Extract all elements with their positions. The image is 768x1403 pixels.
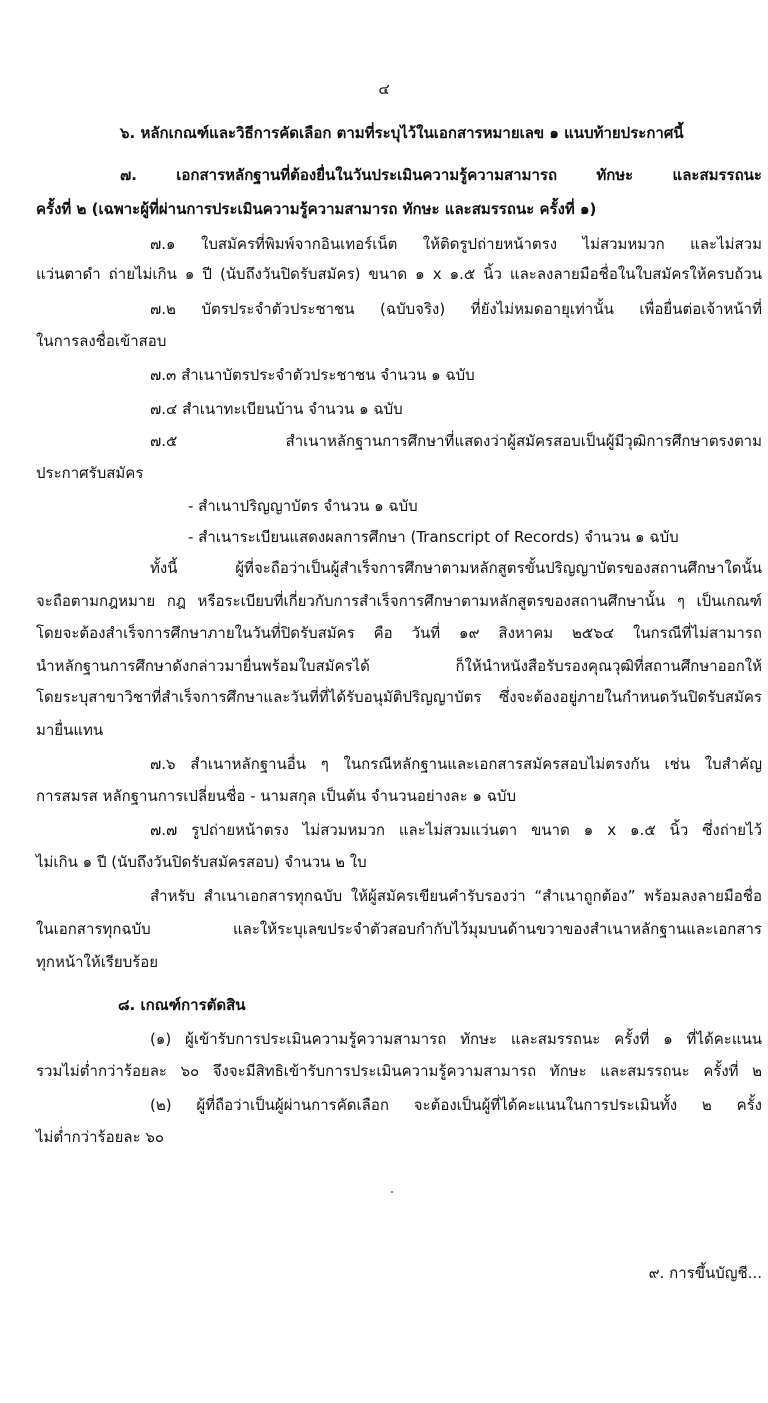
item-7-5-transcript: - สำเนาระเบียนแสดงผลการศึกษา (Transcript of Records) จำนวน ๑ ฉบับ [188, 528, 679, 546]
section-7-heading-cont: ครั้งที่ ๒ (เฉพาะผู้ที่ผ่านการประเมินความรู้ความสามารถ ทักษะ และสมรรถนะ ครั้งที่ ๑) [36, 200, 597, 218]
section-6-heading: ๖. หลักเกณฑ์และวิธีการคัดเลือก ตามที่ระบุไว้ในเอกสารหมายเลข ๑ แนบท้ายประกาศนี้ [120, 124, 684, 142]
copy-note-line-2: ในเอกสารทุกฉบับ และให้ระบุเลขประจำตัวสอบกำกับไว้มุมบนด้านขวาของสำเนาหลักฐานและเอกสาร [36, 920, 762, 938]
item-7-6: ๗.๖ สำเนาหลักฐานอื่น ๆ ในกรณีหลักฐานและเอกสารสมัครสอบไม่ตรงกัน เช่น ใบสำคัญ [150, 755, 762, 773]
note-paragraph-line-1: ทั้งนี้ ผู้ที่จะถือว่าเป็นผู้สำเร็จการศึกษาตามหลักสูตรขั้นปริญญาบัตรของสถานศึกษาใดนั้น [150, 559, 762, 577]
item-7-7: ๗.๗ รูปถ่ายหน้าตรง ไม่สวมหมวก และไม่สวมแว่นตา ขนาด ๑ x ๑.๕ นิ้ว ซึ่งถ่ายไว้ [150, 821, 762, 839]
item-7-2-cont: ในการลงชื่อเข้าสอบ [36, 332, 167, 350]
criteria-1: (๑) ผู้เข้ารับการประเมินความรู้ความสามารถ ทักษะ และสมรรถนะ ครั้งที่ ๑ ที่ได้คะแนน [150, 1030, 762, 1048]
item-7-3: ๗.๓ สำเนาบัตรประจำตัวประชาชน จำนวน ๑ ฉบับ [150, 366, 475, 384]
note-paragraph-line-5: โดยระบุสาขาวิชาที่สำเร็จการศึกษาและวันที่ที่ได้รับอนุมัติปริญญาบัตร ซึ่งจะต้องอยู่ภายในกำหนดวันปิดรับสมัคร [36, 688, 762, 706]
section-7-heading: ๗. เอกสารหลักฐานที่ต้องยื่นในวันประเมินความรู้ความสามารถ ทักษะ และสมรรถนะ [120, 166, 762, 184]
note-paragraph-line-2: จะถือตามกฎหมาย กฎ หรือระเบียบที่เกี่ยวกับการสำเร็จการศึกษาตามหลักสูตรของสถานศึกษานั้น ๆ เป็นเกณฑ์ [36, 592, 762, 610]
criteria-1-cont: รวมไม่ต่ำกว่าร้อยละ ๖๐ จึงจะมีสิทธิเข้ารับการประเมินความรู้ความสามารถ ทักษะ และสมรรถนะ ครั้งที่ ๒ [36, 1062, 762, 1080]
item-7-5-degree: - สำเนาปริญญาบัตร จำนวน ๑ ฉบับ [188, 497, 418, 515]
criteria-2-cont: ไม่ต่ำกว่าร้อยละ ๖๐ [36, 1128, 165, 1146]
copy-note-line-1: สำหรับ สำเนาเอกสารทุกฉบับ ให้ผู้สมัครเขียนคำรับรองว่า “สำเนาถูกต้อง” พร้อมลงลายมือชื่อ [150, 887, 762, 905]
copy-note-line-3: ทุกหน้าให้เรียบร้อย [36, 953, 159, 971]
speck-mark [391, 1191, 393, 1193]
note-paragraph-line-4: นำหลักฐานการศึกษาดังกล่าวมายื่นพร้อมใบสมัครได้ ก็ให้นำหนังสือรับรองคุณวุฒิที่สถานศึกษาออกให้ [36, 657, 762, 675]
note-paragraph-line-6: มายื่นแทน [36, 721, 104, 739]
item-7-2: ๗.๒ บัตรประจำตัวประชาชน (ฉบับจริง) ที่ยังไม่หมดอายุเท่านั้น เพื่อยื่นต่อเจ้าหน้าที่ [150, 300, 762, 318]
item-7-5-cont: ประกาศรับสมัคร [36, 464, 144, 482]
section-8-heading: ๘. เกณฑ์การตัดสิน [118, 996, 246, 1014]
continuation-footer: ๙. การขึ้นบัญชี... [648, 1264, 762, 1282]
item-7-1: ๗.๑ ใบสมัครที่พิมพ์จากอินเทอร์เน็ต ให้ติดรูปถ่ายหน้าตรง ไม่สวมหมวก และไม่สวม [150, 235, 762, 253]
item-7-5: ๗.๕ สำเนาหลักฐานการศึกษาที่แสดงว่าผู้สมัครสอบเป็นผู้มีวุฒิการศึกษาตรงตาม [150, 432, 762, 450]
item-7-1-cont: แว่นตาดำ ถ่ายไม่เกิน ๑ ปี (นับถึงวันปิดรับสมัคร) ขนาด ๑ x ๑.๕ นิ้ว และลงลายมือชื่อในใบสมัครให้ครบถ้วน [36, 265, 762, 283]
note-paragraph-line-3: โดยจะต้องสำเร็จการศึกษาภายในวันที่ปิดรับสมัคร คือ วันที่ ๑๙ สิงหาคม ๒๕๖๔ ในกรณีที่ไม่สามารถ [36, 624, 762, 642]
criteria-2: (๒) ผู้ที่ถือว่าเป็นผู้ผ่านการคัดเลือก จะต้องเป็นผู้ที่ได้คะแนนในการประเมินทั้ง ๒ ครั้ง [150, 1096, 762, 1114]
item-7-4: ๗.๔ สำเนาทะเบียนบ้าน จำนวน ๑ ฉบับ [150, 400, 403, 418]
item-7-6-cont: การสมรส หลักฐานการเปลี่ยนชื่อ - นามสกุล เป็นต้น จำนวนอย่างละ ๑ ฉบับ [36, 787, 516, 805]
page-number: ๔ [378, 80, 390, 98]
item-7-7-cont: ไม่เกิน ๑ ปี (นับถึงวันปิดรับสมัครสอบ) จำนวน ๒ ใบ [36, 853, 367, 871]
